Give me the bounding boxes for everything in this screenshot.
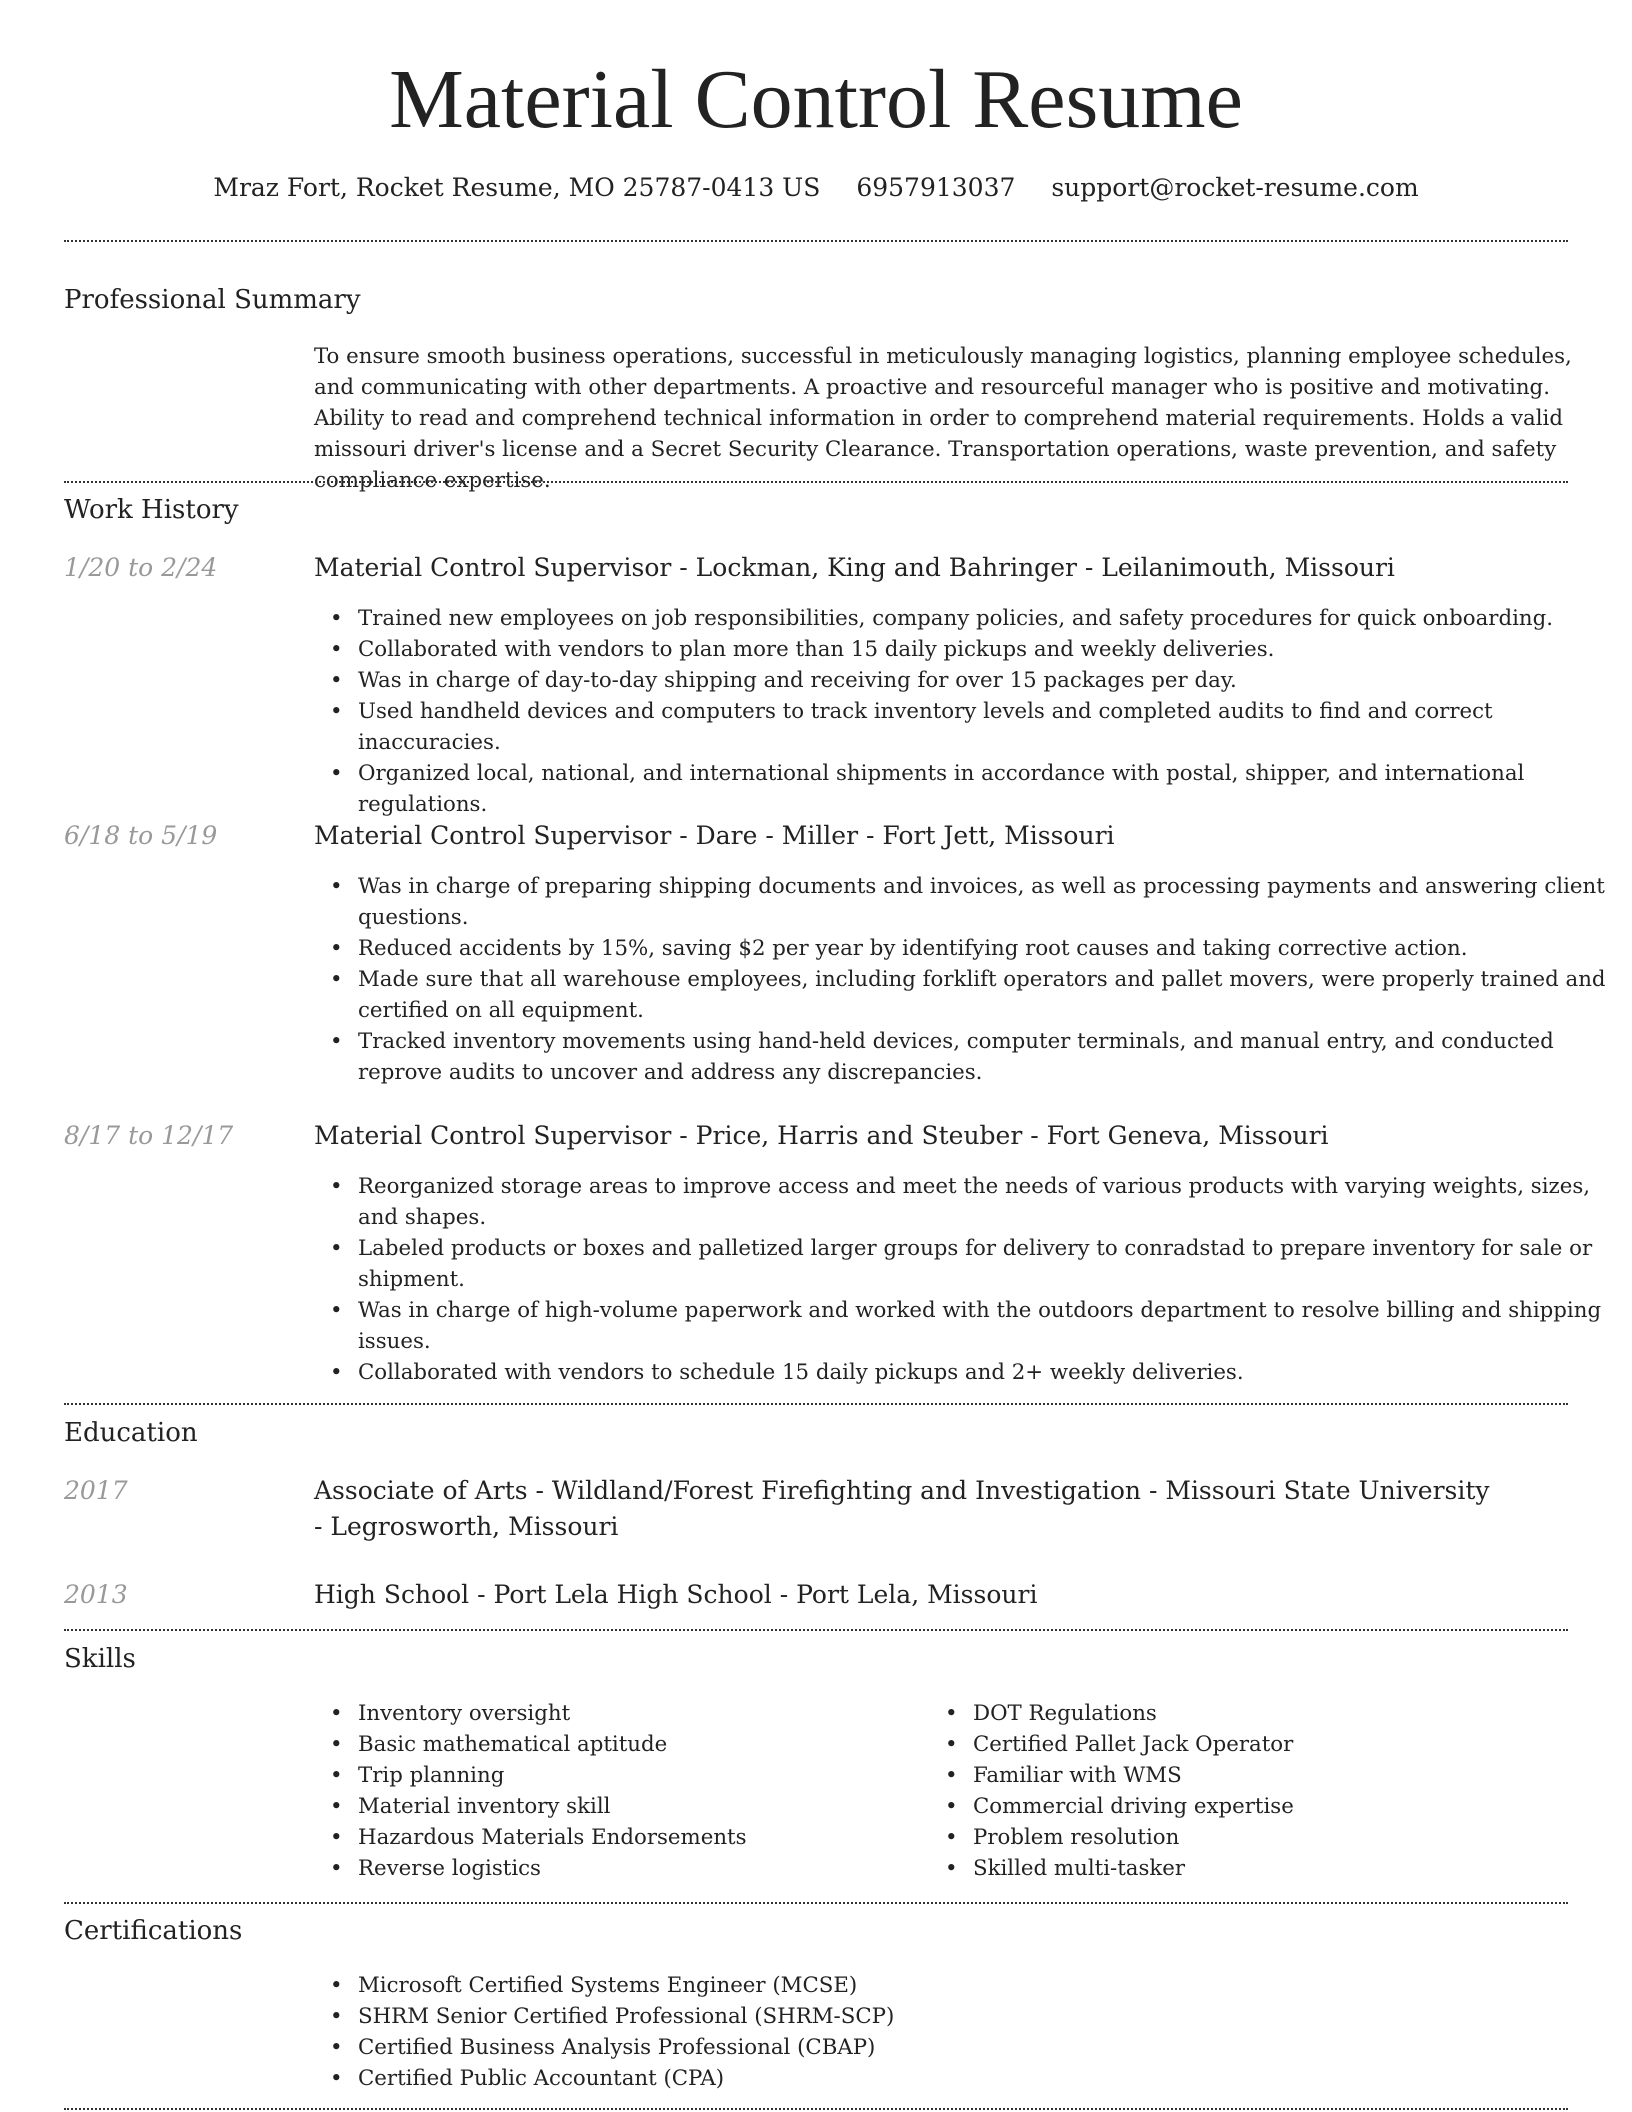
list-item: • Was in charge of preparing shipping documents and invoices, as well as processing payments and answering client questions. — [358, 871, 1616, 933]
job-date: 8/17 to 12/17 — [64, 1121, 234, 1150]
education-details: - Missouri State University - Legrosworth, Missouri — [314, 1476, 1490, 1541]
education-details: - Port Lela High School - Port Lela, Missouri — [469, 1580, 1038, 1609]
list-item: • Collaborated with vendors to plan more than 15 daily pickups and weekly deliveries. — [358, 634, 1616, 665]
skills-list-right — [929, 1698, 1543, 1884]
skill-item: • Reverse logistics — [358, 1853, 928, 1884]
list-item: • Labeled products or boxes and palletized larger groups for delivery to conradstad to prepare inventory for sale or shipment. — [358, 1233, 1616, 1295]
certification-item: • Certified Public Accountant (CPA) — [358, 2063, 1616, 2094]
list-item: • Made sure that all warehouse employees, including forklift operators and pallet movers, were properly trained and certified on all equipment. — [358, 964, 1616, 1026]
list-item: • Used handheld devices and computers to track inventory levels and completed audits to find and correct inaccuracies. — [358, 696, 1616, 758]
divider — [64, 481, 1568, 483]
education-date: 2017 — [64, 1476, 128, 1505]
certifications-list — [314, 1970, 1616, 2094]
skill-item: • DOT Regulations — [973, 1698, 1543, 1729]
skill-item: • Skilled multi-tasker — [973, 1853, 1543, 1884]
job-title — [314, 1118, 1572, 1154]
resume-title: Material Control Resume — [389, 53, 1243, 146]
divider — [64, 2108, 1568, 2110]
education-degree: High School — [314, 1580, 470, 1609]
certification-item: • SHRM Senior Certified Professional (SHRM-SCP) — [358, 2001, 1616, 2032]
phone: 6957913037 — [856, 173, 1016, 202]
summary-text: To ensure smooth business operations, successful in meticulously managing logistics, planning employee schedules, and communicating with other departments. A proactive and resourceful manager who is positive and motivating. Ability to read and comprehend technical information in order to comprehend material requirements. Holds a valid missouri driver's license and a Secret Security Clearance. Transportation operations, waste prevention, and safety compliance expertise. — [314, 344, 1572, 493]
list-item: • Reduced accidents by 15%, saving $2 per year by identifying root causes and taking corrective action. — [358, 933, 1616, 964]
skills-list-left — [314, 1698, 928, 1884]
job-title — [314, 818, 1572, 854]
skill-item: • Familiar with WMS — [973, 1760, 1543, 1791]
divider — [64, 240, 1568, 242]
job-details: - Price, Harris and Steuber - Fort Geneva, Missouri — [671, 1121, 1329, 1150]
section-title-work: Work History — [64, 495, 239, 525]
skill-item: • Hazardous Materials Endorsements — [358, 1822, 928, 1853]
certification-item: • Microsoft Certified Systems Engineer (MCSE) — [358, 1970, 1616, 2001]
job-bullets — [314, 1171, 1616, 1388]
skill-item: • Certified Pallet Jack Operator — [973, 1729, 1543, 1760]
list-item: • Was in charge of day-to-day shipping and receiving for over 15 packages per day. — [358, 665, 1616, 696]
contact-line — [0, 170, 1632, 206]
divider — [64, 1403, 1568, 1405]
address: Mraz Fort, Rocket Resume, MO 25787-0413 US — [213, 173, 821, 202]
certification-item: • Certified Business Analysis Professional (CBAP) — [358, 2032, 1616, 2063]
job-role: Material Control Supervisor — [314, 553, 672, 582]
education-title — [314, 1577, 1494, 1613]
skill-item: • Basic mathematical aptitude — [358, 1729, 928, 1760]
job-date: 1/20 to 2/24 — [64, 553, 218, 582]
section-title-certifications: Certifications — [64, 1916, 243, 1946]
education-date: 2013 — [64, 1580, 128, 1609]
divider — [64, 1629, 1568, 1631]
skill-item: • Inventory oversight — [358, 1698, 928, 1729]
divider — [64, 1902, 1568, 1904]
education-title — [314, 1473, 1494, 1545]
list-item: • Collaborated with vendors to schedule 15 daily pickups and 2+ weekly deliveries. — [358, 1357, 1616, 1388]
skill-item: • Trip planning — [358, 1760, 928, 1791]
education-degree: Associate of Arts - Wildland/Forest Firefighting and Investigation — [314, 1476, 1141, 1505]
job-role: Material Control Supervisor — [314, 1121, 672, 1150]
skill-item: • Material inventory skill — [358, 1791, 928, 1822]
section-title-summary: Professional Summary — [64, 285, 361, 315]
section-title-education: Education — [64, 1418, 198, 1448]
section-title-skills: Skills — [64, 1644, 136, 1674]
list-item: • Tracked inventory movements using hand-held devices, computer terminals, and manual entry, and conducted reprove audits to uncover and address any discrepancies. — [358, 1026, 1616, 1088]
job-details: - Dare - Miller - Fort Jett, Missouri — [671, 821, 1115, 850]
job-date: 6/18 to 5/19 — [64, 821, 218, 850]
job-bullets — [314, 871, 1616, 1088]
job-details: - Lockman, King and Bahringer - Leilanimouth, Missouri — [671, 553, 1395, 582]
list-item: • Organized local, national, and international shipments in accordance with postal, shipper, and international regulations. — [358, 758, 1616, 820]
job-title — [314, 550, 1572, 586]
list-item: • Trained new employees on job responsibilities, company policies, and safety procedures for quick onboarding. — [358, 603, 1616, 634]
list-item: • Was in charge of high-volume paperwork and worked with the outdoors department to resolve billing and shipping issues. — [358, 1295, 1616, 1357]
skill-item: • Problem resolution — [973, 1822, 1543, 1853]
list-item: • Reorganized storage areas to improve access and meet the needs of various products with varying weights, sizes, and shapes. — [358, 1171, 1616, 1233]
email: support@rocket-resume.com — [1051, 173, 1419, 202]
job-bullets — [314, 603, 1616, 820]
job-role: Material Control Supervisor — [314, 821, 672, 850]
skill-item: • Commercial driving expertise — [973, 1791, 1543, 1822]
